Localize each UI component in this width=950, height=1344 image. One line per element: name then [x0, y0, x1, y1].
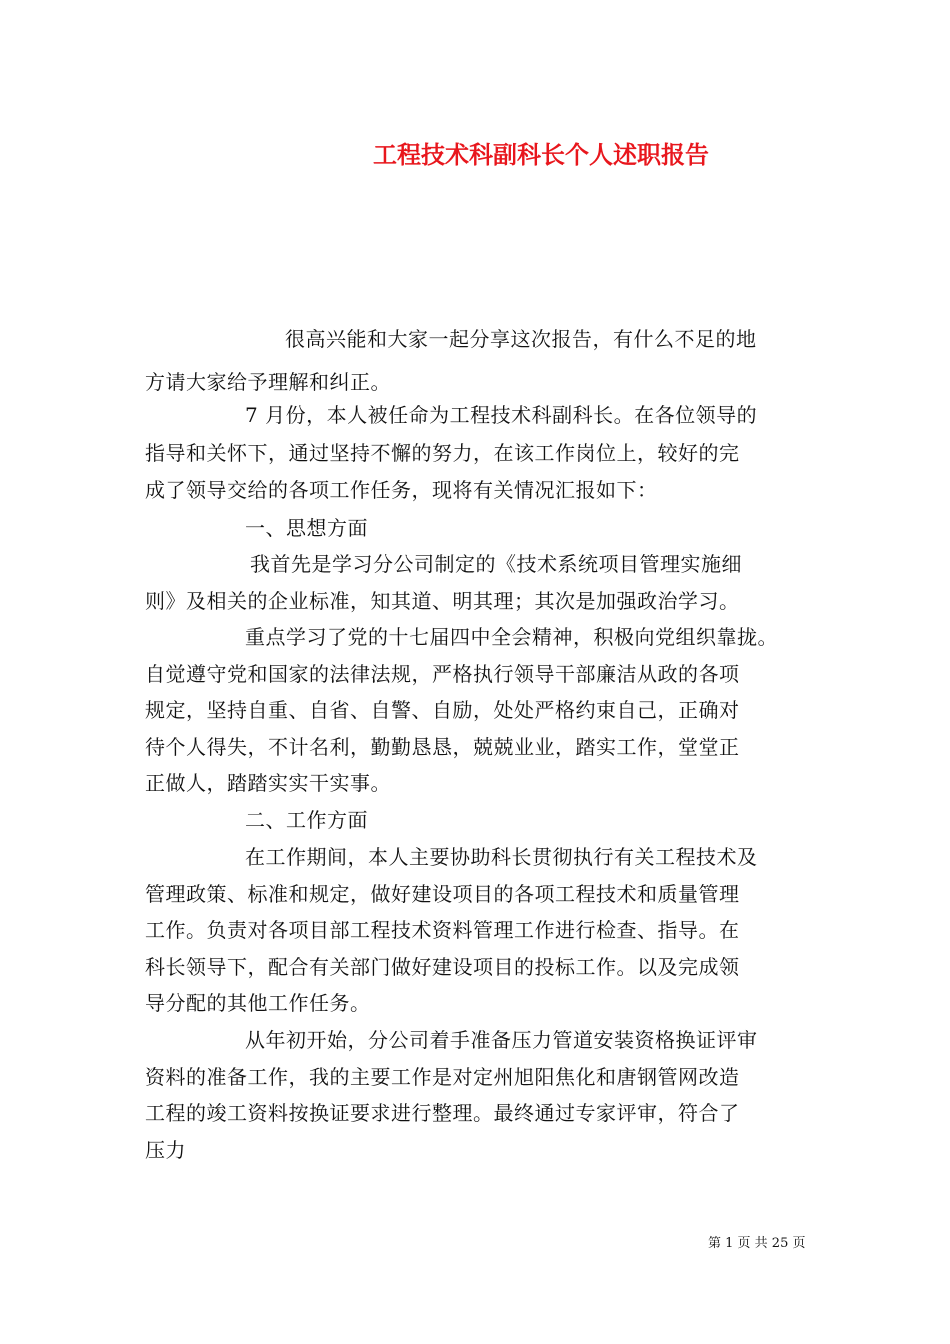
paragraph-line: 正做人，踏踏实实干实事。: [145, 771, 391, 795]
paragraph-line: 成了领导交给的各项工作任务，现将有关情况汇报如下：: [145, 478, 658, 502]
paragraph-line: 资料的准备工作，我的主要工作是对定州旭阳焦化和唐钢管网改造: [145, 1065, 740, 1089]
paragraph-line: 重点学习了党的十七届四中全会精神，积极向党组织靠拢。: [245, 625, 778, 649]
section-heading: 二、工作方面: [245, 808, 368, 832]
paragraph-line: 则》及相关的企业标准，知其道、明其理；其次是加强政治学习。: [145, 589, 740, 613]
paragraph-line: 指导和关怀下，通过坚持不懈的努力，在该工作岗位上，较好的完: [145, 441, 740, 465]
paragraph-line: 方请大家给予理解和纠正。: [145, 370, 391, 394]
paragraph-line: 从年初开始，分公司着手准备压力管道安装资格换证评审: [245, 1028, 758, 1052]
paragraph-line: 规定，坚持自重、自省、自警、自励，处处严格约束自己，正确对: [145, 698, 740, 722]
paragraph-line: 7 月份，本人被任命为工程技术科副科长。在各位领导的: [245, 403, 758, 427]
paragraph-line: 待个人得失，不计名利，勤勤恳恳，兢兢业业，踏实工作，堂堂正: [145, 735, 740, 759]
paragraph-line: 很高兴能和大家一起分享这次报告，有什么不足的地: [285, 327, 757, 351]
paragraph-line: 自觉遵守党和国家的法律法规，严格执行领导干部廉洁从政的各项: [145, 662, 740, 686]
paragraph-line: 我首先是学习分公司制定的《技术系统项目管理实施细: [250, 552, 742, 576]
paragraph-line: 导分配的其他工作任务。: [145, 991, 371, 1015]
paragraph-line: 管理政策、标准和规定，做好建设项目的各项工程技术和质量管理: [145, 882, 740, 906]
paragraph-line: 压力: [145, 1138, 186, 1162]
section-heading: 一、思想方面: [245, 516, 368, 540]
paragraph-line: 在工作期间，本人主要协助科长贯彻执行有关工程技术及: [245, 845, 758, 869]
paragraph-line: 科长领导下，配合有关部门做好建设项目的投标工作。以及完成领: [145, 955, 740, 979]
page-footer: 第 1 页 共 25 页: [708, 1236, 806, 1251]
document-title: 工程技术科副科长个人述职报告: [373, 140, 709, 169]
paragraph-line: 工作。负责对各项目部工程技术资料管理工作进行检查、指导。在: [145, 918, 740, 942]
paragraph-line: 工程的竣工资料按换证要求进行整理。最终通过专家评审，符合了: [145, 1101, 740, 1125]
